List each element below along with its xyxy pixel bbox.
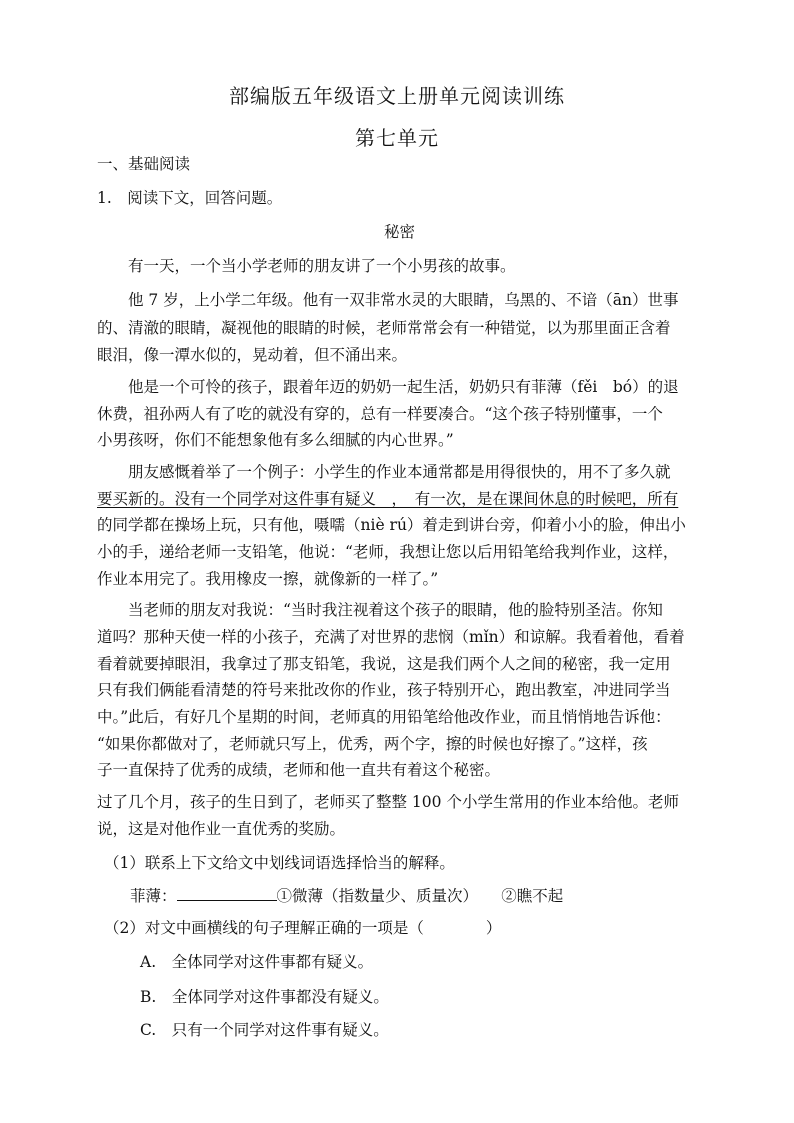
choice-a[interactable]: A. 全体同学对这件事都有疑义。: [140, 953, 374, 971]
passage-line: 小男孩呀，你们不能想象他有多么细腻的内心世界。”: [97, 431, 454, 449]
choice-c[interactable]: C. 只有一个同学对这件事有疑义。: [140, 1021, 389, 1039]
passage-line: 作业本用完了。我用橡皮一擦，就像新的一样了。”: [97, 570, 439, 588]
document-title: 部编版五年级语文上册单元阅读训练: [229, 84, 565, 108]
passage-line: “如果你都做对了，老师就只写上，优秀，两个字，擦的时候也好擦了。”这样，孩: [97, 735, 648, 753]
passage-line: 的同学都在操场上玩，只有他，嗫嚅（niè rú）着走到讲台旁，仰着小小的脸，伸出小: [97, 516, 686, 534]
passage-line: 道吗？那种天使一样的小孩子，充满了对世界的悲悯（mǐn）和谅解。我看着他，看着: [97, 628, 685, 646]
passage-line: 过了几个月，孩子的生日到了，老师买了整整 100 个小学生常用的作业本给他。老师: [97, 793, 679, 811]
passage-line: 看着就要掉眼泪，我拿过了那支铅笔，我说，这是我们两个人之间的秘密，我一定用: [97, 655, 671, 673]
question-1-answer-row: [130, 886, 735, 906]
question-1-word: 菲薄：: [130, 887, 177, 905]
underlined-sentence-line: 要买新的。没有一个同学对这件事有疑义 ， 有一次，是在课间休息的时候吧，所有: [97, 490, 679, 508]
passage-line: 有一天，一个当小学老师的朋友讲了一个小男孩的故事。: [97, 257, 516, 275]
section-heading: 一、基础阅读: [97, 155, 191, 173]
passage-line: 他是一个可怜的孩子，跟着年迈的奶奶一起生活，奶奶只有菲薄（fěi bó）的退: [97, 378, 679, 396]
passage-line: 眼泪，像一潭水似的，晃动着，但不涌出来。: [97, 346, 408, 364]
passage-line: 中。”此后，有好几个星期的时间，老师真的用铅笔给他改作业，而且悄悄地告诉他：: [97, 708, 671, 726]
passage-line: 他 7 岁，上小学二年级。他有一双非常水灵的大眼睛，乌黑的、不谙（ān）世事: [97, 291, 679, 309]
passage-line: 子一直保持了优秀的成绩，老师和他一直共有着这个秘密。: [97, 761, 501, 779]
unit-heading: 第七单元: [355, 126, 439, 150]
passage-line: 只有我们俩能看清楚的符号来批改你的作业，孩子特别开心，跑出教室，冲进同学当: [97, 681, 671, 699]
question-intro: 1. 阅读下文，回答问题。: [97, 189, 283, 207]
question-2: （2）对文中画横线的句子理解正确的一项是（ ）: [104, 919, 502, 937]
passage-line: 小的手，递给老师一支铅笔，他说：“老师，我想让您以后用铅笔给我判作业，这样，: [97, 543, 679, 561]
question-1-options: ①微薄（指数量少、质量次） ②瞧不起: [276, 887, 564, 905]
passage-line: 休费，祖孙两人有了吃的就没有穿的，总有一样要凑合。“这个孩子特别懂事，一个: [97, 405, 663, 423]
passage-line: 朋友感慨着举了一个例子：小学生的作业本通常都是用得很快的，用不了多久就: [97, 463, 671, 481]
passage-line: 当老师的朋友对我说：“当时我注视着这个孩子的眼睛，他的脸特别圣洁。你知: [97, 601, 663, 619]
question-1: （1）联系上下文给文中划线词语选择恰当的解释。: [104, 854, 455, 872]
passage-title: 秘密: [383, 223, 415, 241]
answer-blank[interactable]: [177, 886, 277, 901]
passage-line: 说，这是对他作业一直优秀的奖励。: [97, 820, 346, 838]
passage-line: 的、清澈的眼睛，凝视他的眼睛的时候，老师常常会有一种错觉，以为那里面正含着: [97, 319, 671, 337]
choice-b[interactable]: B. 全体同学对这件事都没有疑义。: [140, 988, 389, 1006]
